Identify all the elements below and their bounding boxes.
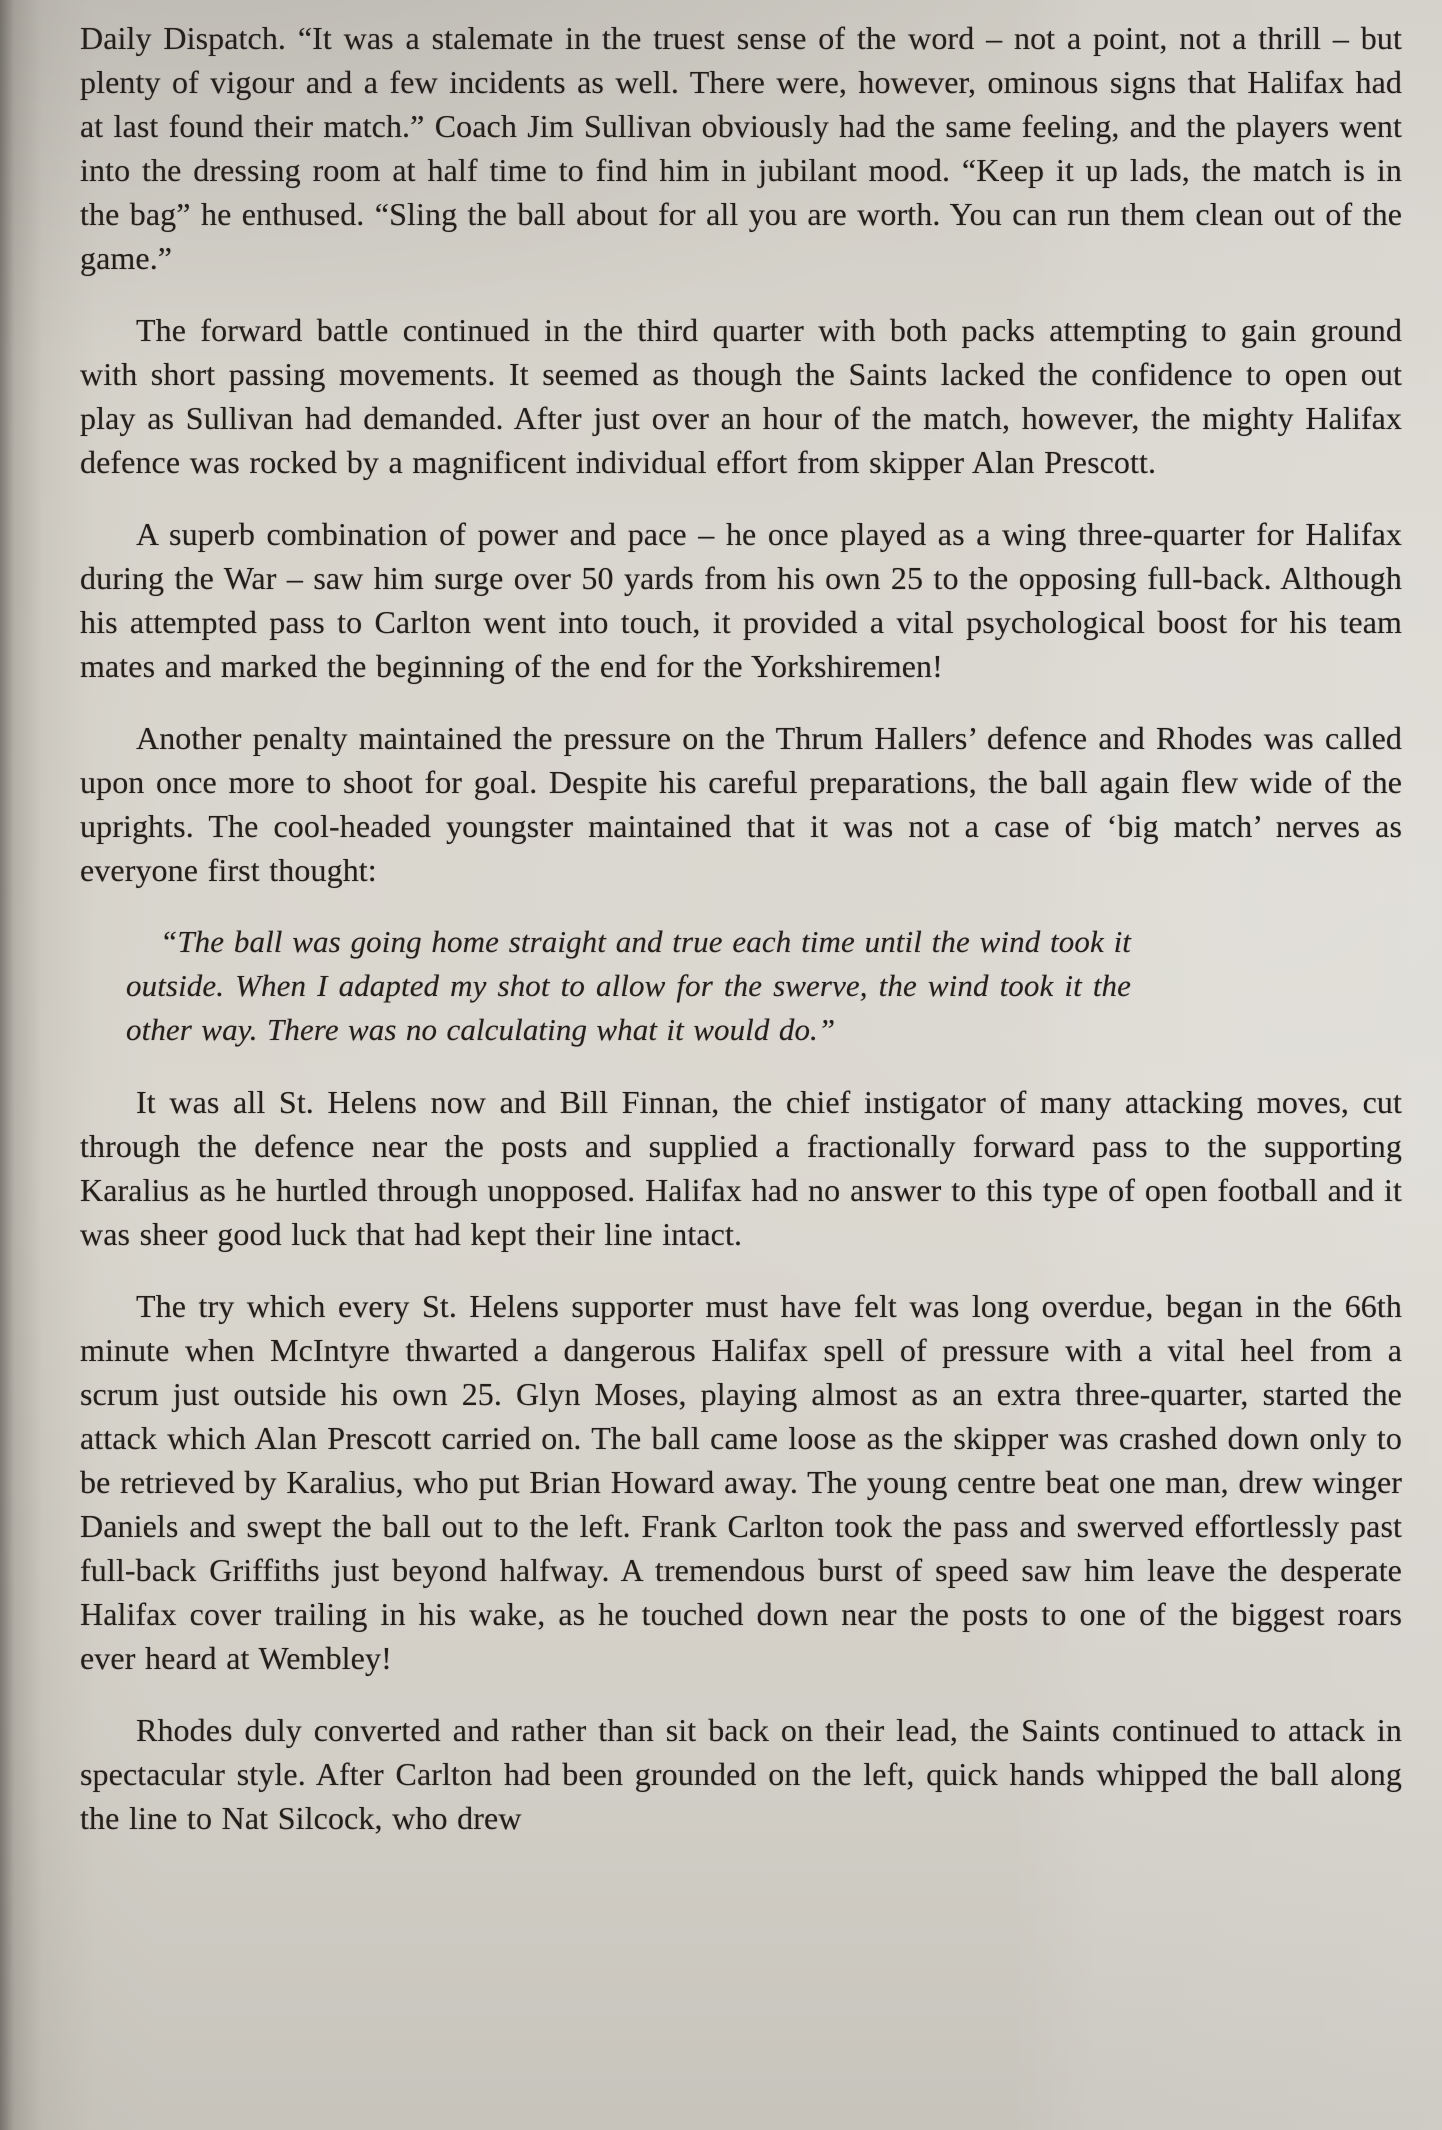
paragraph: A superb combination of power and pace – he once played as a wing three-quarter for Halifax during the War – saw him surge over 50 yards from his own 25 to the opposing full-back. Although his attempted pass to Carlton went into touch, it provided a vital psychological boost for his team mates and marked the beginning of the end for the Yorkshiremen! <box>80 516 1402 684</box>
paragraph: The try which every St. Helens supporter must have felt was long overdue, began in the 66th minute when McIntyre thwarted a dangerous Halifax spell of pressure with a vital heel from a scrum just outside his own 25. Glyn Moses, playing almost as an extra three-quarter, started the attack which Alan Prescott carried on. The ball came loose as the skipper was crashed down only to be retrieved by Karalius, who put Brian Howard away. The young centre beat one man, drew winger Daniels and swept the ball out to the left. Frank Carlton took the pass and swerved effortlessly past full-back Griffiths just beyond halfway. A tremendous burst of speed saw him leave the desperate Halifax cover trailing in his wake, as he touched down near the posts to one of the biggest roars ever heard at Wembley! <box>80 1288 1402 1676</box>
paragraph: Daily Dispatch. “It was a stalemate in the truest sense of the word – not a point, not a thrill – but plenty of vigour and a few incidents as well. There were, however, ominous signs that Halifax had at last found their match.” Coach Jim Sullivan obviously had the same feeling, and the players went into the dressing room at half time to find him in jubilant mood. “Keep it up lads, the match is in the bag” he enthused. “Sling the ball about for all you are worth. You can run them clean out of the game.” <box>80 20 1402 276</box>
pull-quote: “The ball was going home straight and true each time until the wind took it outside. When I adapted my shot to allow for the swerve, the wind took it the other way. There was no calculating what it would do.” <box>126 924 1131 1047</box>
paragraph: The forward battle continued in the third quarter with both packs attempting to gain ground with short passing movements. It seemed as though the Saints lacked the confidence to open out play as Sullivan had demanded. After just over an hour of the match, however, the mighty Halifax defence was rocked by a magnificent individual effort from skipper Alan Prescott. <box>80 312 1402 480</box>
paragraph: Rhodes duly converted and rather than sit back on their lead, the Saints continued to attack in spectacular style. After Carlton had been grounded on the left, quick hands whipped the ball along the line to Nat Silcock, who drew <box>80 1712 1402 1836</box>
paragraph: It was all St. Helens now and Bill Finnan, the chief instigator of many attacking moves, cut through the defence near the posts and supplied a fractionally forward pass to the supporting Karalius as he hurtled through unopposed. Halifax had no answer to this type of open football and it was sheer good luck that had kept their line intact. <box>80 1084 1402 1252</box>
paragraph: Another penalty maintained the pressure on the Thrum Hallers’ defence and Rhodes was called upon once more to shoot for goal. Despite his careful preparations, the ball again flew wide of the uprights. The cool-headed youngster maintained that it was not a case of ‘big match’ nerves as everyone first thought: <box>80 720 1402 888</box>
